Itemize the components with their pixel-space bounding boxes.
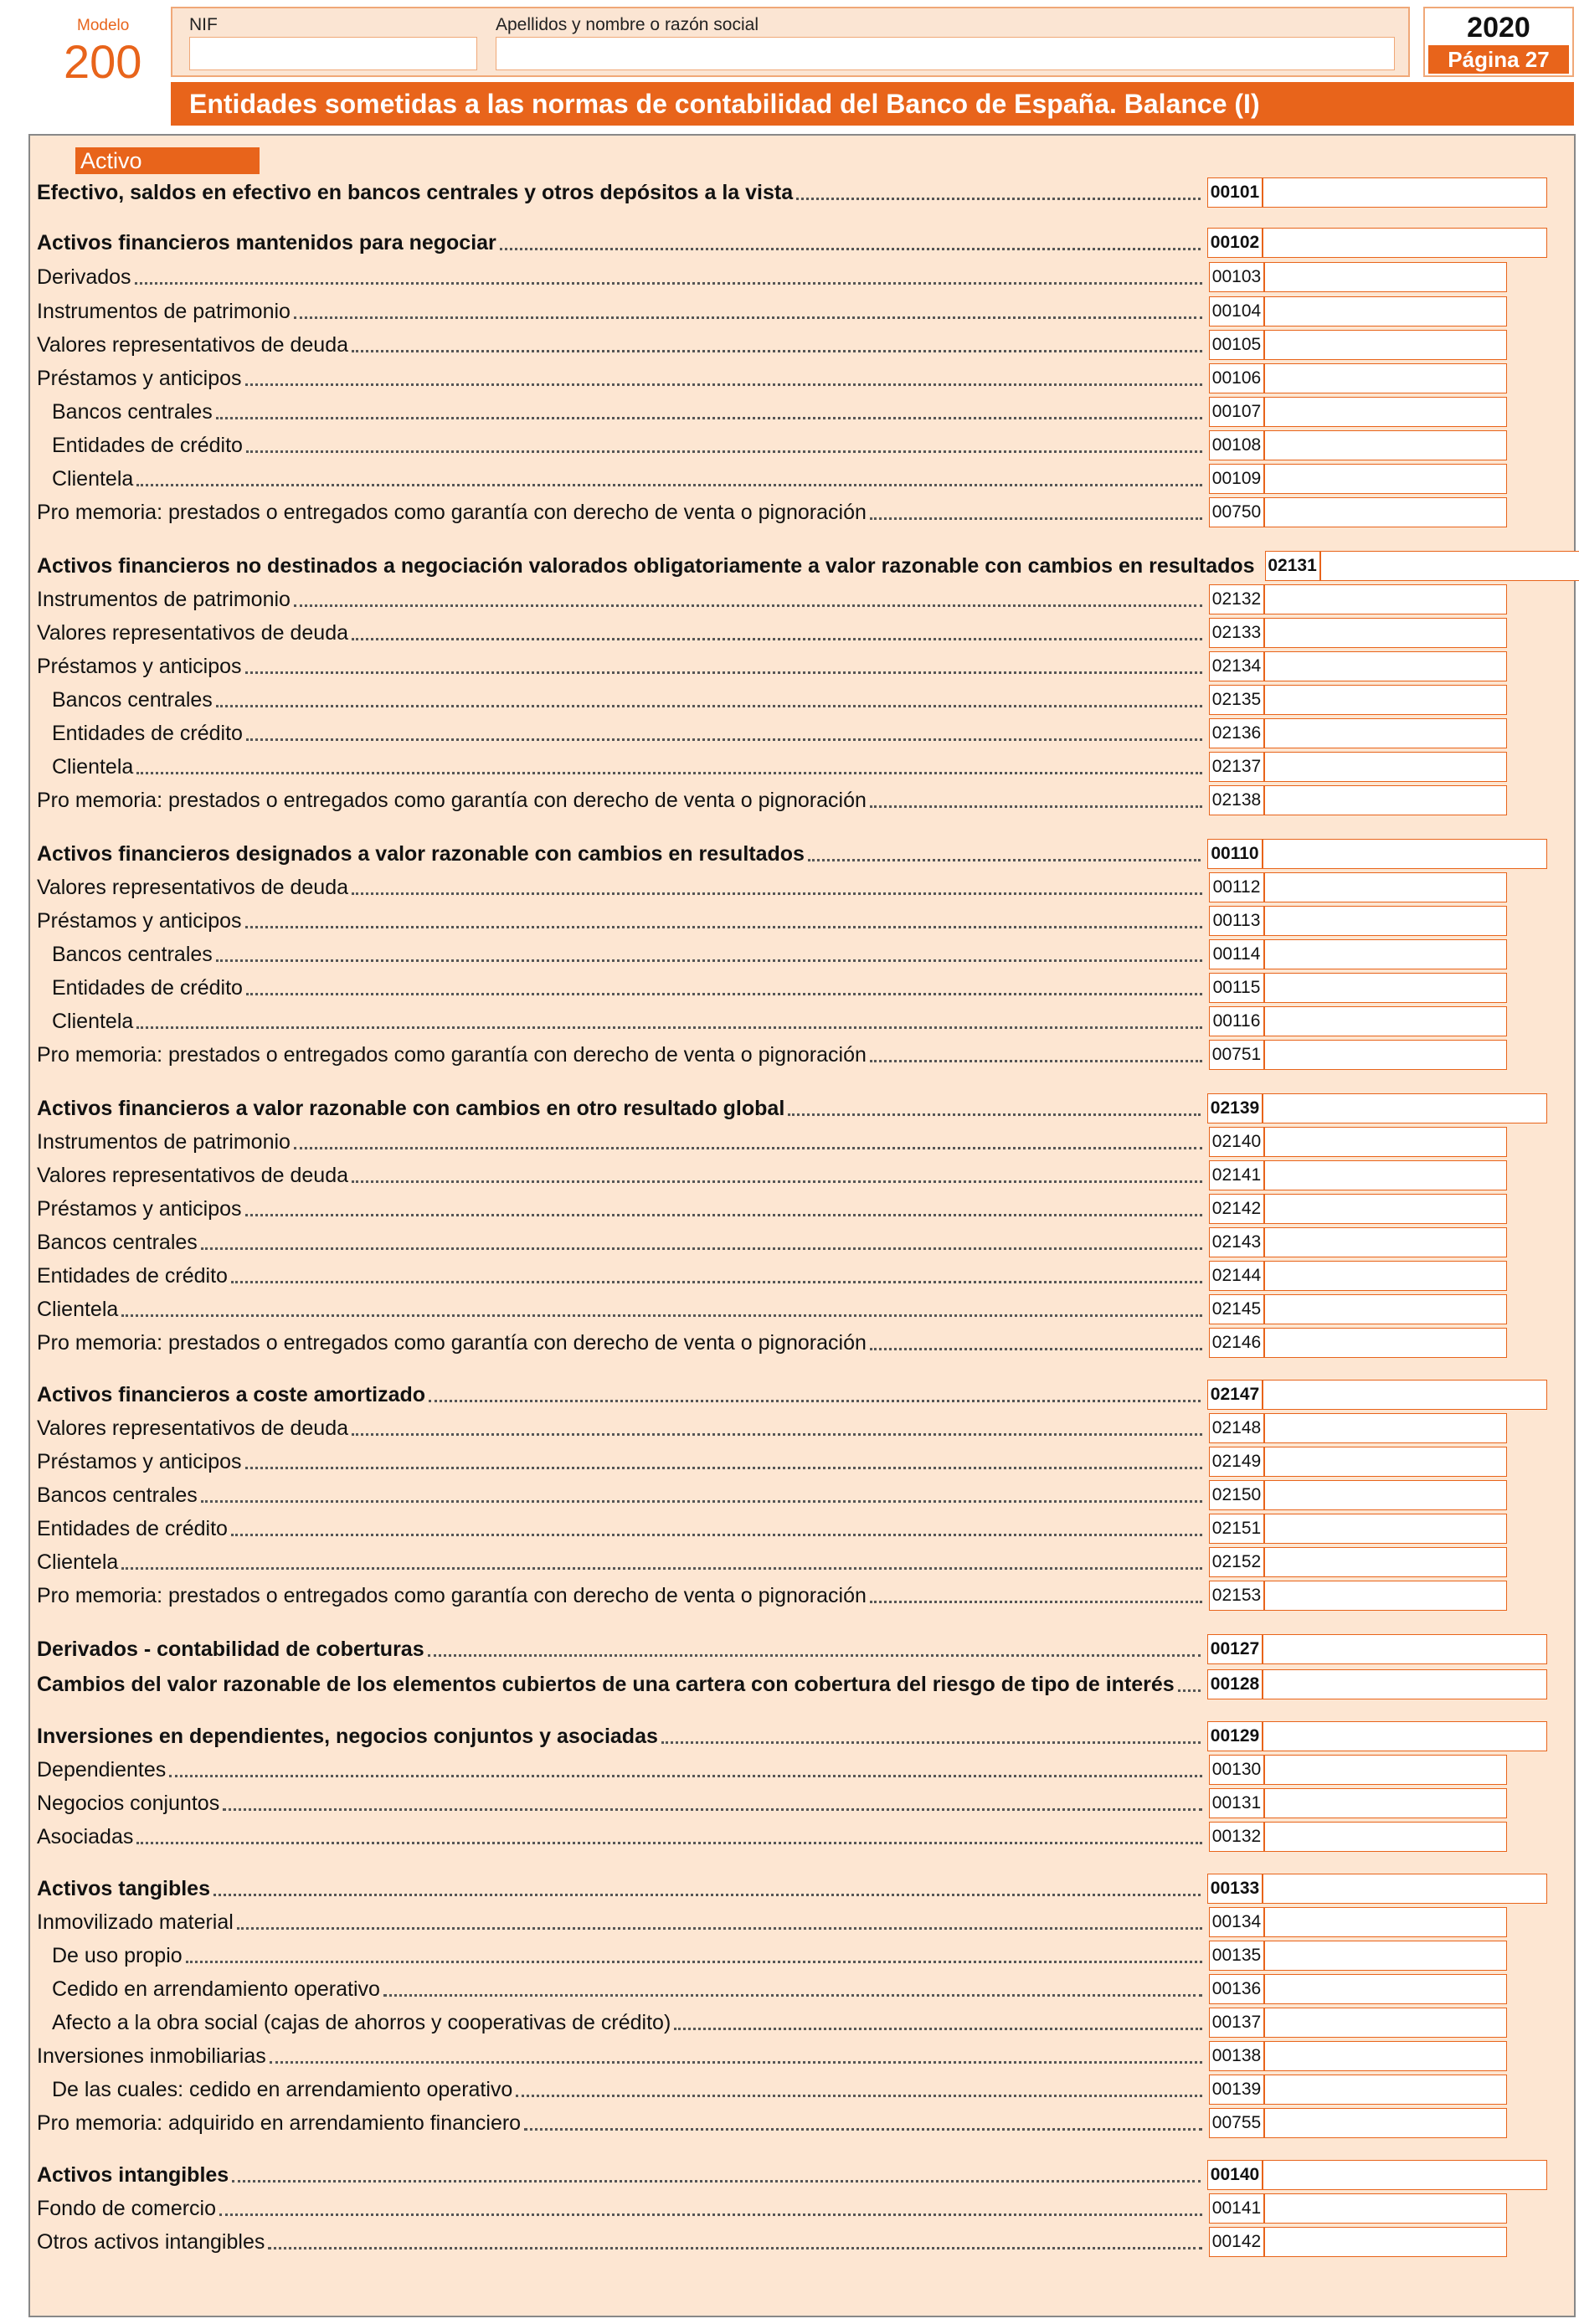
balance-row-02150: [37, 1480, 1507, 1510]
taxpayer-header-box: [171, 7, 1410, 77]
row-label: Préstamos y anticipos: [37, 908, 242, 933]
box-code: 02139: [1207, 1093, 1263, 1123]
balance-row-02151: [37, 1514, 1507, 1544]
amount-field-02137[interactable]: [1264, 752, 1507, 782]
row-label: Instrumentos de patrimonio: [37, 299, 291, 323]
row-label: Valores representativos de deuda: [37, 620, 348, 645]
dot-leader: [524, 2127, 1202, 2131]
amount-field-00130[interactable]: [1264, 1755, 1507, 1785]
dot-leader: [500, 247, 1201, 250]
balance-row-00133: [37, 1874, 1547, 1904]
amount-field-00102[interactable]: [1263, 228, 1547, 258]
dot-leader: [219, 2213, 1202, 2216]
balance-row-02142: [37, 1194, 1507, 1224]
balance-row-00108: [52, 430, 1507, 460]
box-code: 02148: [1209, 1413, 1264, 1443]
row-label: Derivados: [37, 265, 131, 289]
dot-leader: [383, 1993, 1202, 1997]
balance-row-00104: [37, 296, 1507, 326]
box-code: 00137: [1209, 2008, 1264, 2038]
balance-row-02138: [37, 785, 1507, 815]
row-label: Inversiones inmobiliarias: [37, 2044, 266, 2068]
amount-field-02147[interactable]: [1263, 1380, 1547, 1410]
box-code: 00141: [1209, 2193, 1264, 2224]
balance-row-02136: [52, 718, 1507, 748]
balance-row-00140: [37, 2160, 1547, 2190]
balance-row-00131: [37, 1788, 1507, 1818]
modelo-number: 200: [64, 35, 142, 88]
dot-leader: [245, 925, 1202, 928]
box-code: 02144: [1209, 1261, 1264, 1291]
balance-row-02152: [37, 1547, 1507, 1577]
amount-field-00142[interactable]: [1264, 2227, 1507, 2257]
dot-leader: [223, 1807, 1202, 1811]
balance-row-02143: [37, 1227, 1507, 1257]
row-label: Pro memoria: prestados o entregados como garantía con derecho de venta o pignoración: [37, 1583, 867, 1607]
box-code: 02141: [1209, 1160, 1264, 1190]
balance-row-02141: [37, 1160, 1507, 1190]
row-label: Pro memoria: prestados o entregados como garantía con derecho de venta o pignoración: [37, 500, 867, 524]
balance-row-00128: [37, 1669, 1547, 1699]
row-label: Préstamos y anticipos: [37, 654, 242, 678]
amount-field-02151[interactable]: [1264, 1514, 1507, 1544]
dot-leader: [136, 1026, 1202, 1029]
amount-field-00107[interactable]: [1264, 397, 1507, 427]
dot-leader: [352, 349, 1202, 352]
row-label: Activos financieros a valor razonable con cambios en otro resultado global: [37, 1096, 785, 1120]
row-label: Bancos centrales: [37, 1483, 198, 1507]
amount-field-00751[interactable]: [1264, 1040, 1507, 1070]
balance-row-00142: [37, 2227, 1507, 2257]
row-label: Bancos centrales: [52, 399, 213, 424]
dot-leader: [294, 1146, 1202, 1149]
balance-row-02145: [37, 1294, 1507, 1324]
balance-row-02132: [37, 584, 1507, 614]
balance-row-00115: [52, 973, 1507, 1003]
balance-row-00127: [37, 1634, 1547, 1664]
dot-leader: [294, 604, 1202, 607]
dot-leader: [268, 2246, 1202, 2249]
balance-row-02147: [37, 1380, 1547, 1410]
box-code: 00110: [1207, 839, 1263, 869]
name-field[interactable]: [496, 37, 1395, 70]
dot-leader: [516, 2094, 1202, 2097]
dot-leader: [201, 1499, 1202, 1503]
modelo-label: Modelo: [77, 17, 130, 34]
dot-leader: [231, 1533, 1202, 1536]
row-label: Valores representativos de deuda: [37, 332, 348, 357]
balance-row-02139: [37, 1093, 1547, 1123]
row-label: Activos financieros no destinados a negociación valorados obligatoriamente a valor razonable con cambios en resultados: [37, 553, 1255, 578]
dot-leader: [245, 383, 1202, 386]
balance-row-02137: [52, 752, 1507, 782]
dot-leader: [245, 671, 1202, 674]
row-label: Asociadas: [37, 1824, 134, 1848]
nif-label: NIF: [189, 15, 218, 34]
box-code: 00127: [1207, 1634, 1263, 1664]
box-code: 00140: [1207, 2160, 1263, 2190]
row-label: Activos tangibles: [37, 1876, 210, 1900]
amount-field-00104[interactable]: [1264, 296, 1507, 326]
box-code: 00114: [1209, 939, 1264, 969]
balance-row-00755: [37, 2108, 1507, 2138]
dot-leader: [216, 959, 1202, 962]
box-code: 00136: [1209, 1974, 1264, 2004]
row-label: Negocios conjuntos: [37, 1791, 220, 1815]
dot-leader: [121, 1314, 1202, 1317]
row-label: Entidades de crédito: [37, 1516, 228, 1540]
row-label: Bancos centrales: [37, 1230, 198, 1254]
row-label: Activos financieros designados a valor razonable con cambios en resultados: [37, 841, 805, 866]
balance-row-00109: [52, 464, 1507, 494]
amount-field-02145[interactable]: [1264, 1294, 1507, 1324]
box-code: 00115: [1209, 973, 1264, 1003]
amount-field-00138[interactable]: [1264, 2041, 1507, 2071]
row-label: Valores representativos de deuda: [37, 1416, 348, 1440]
amount-field-02134[interactable]: [1264, 651, 1507, 681]
balance-row-00106: [37, 363, 1507, 393]
row-label: De uso propio: [52, 1943, 183, 1967]
dot-leader: [352, 637, 1202, 640]
dot-leader: [169, 1774, 1202, 1777]
row-label: Clientela: [37, 1297, 119, 1321]
row-label: Otros activos intangibles: [37, 2229, 265, 2254]
balance-row-00105: [37, 330, 1507, 360]
dot-leader: [216, 416, 1202, 419]
form-title: Entidades sometidas a las normas de contabilidad del Banco de España. Balance (I): [171, 82, 1574, 126]
name-label: Apellidos y nombre o razón social: [496, 15, 759, 34]
amount-field-00108[interactable]: [1264, 430, 1507, 460]
row-label: Cedido en arrendamiento operativo: [52, 1977, 380, 2001]
box-code: 00132: [1209, 1822, 1264, 1852]
box-code: 00751: [1209, 1040, 1264, 1070]
balance-row-00129: [37, 1721, 1547, 1751]
amount-field-02150[interactable]: [1264, 1480, 1507, 1510]
row-label: Entidades de crédito: [52, 433, 243, 457]
balance-row-00130: [37, 1755, 1507, 1785]
balance-row-00135: [52, 1941, 1507, 1971]
amount-field-02136[interactable]: [1264, 718, 1507, 748]
amount-field-02153[interactable]: [1264, 1581, 1507, 1611]
dot-leader: [661, 1740, 1201, 1744]
box-code: 00750: [1209, 497, 1264, 527]
balance-row-02140: [37, 1127, 1507, 1157]
page-label: Página 27: [1428, 45, 1569, 74]
balance-row-02133: [37, 618, 1507, 648]
box-code: 00109: [1209, 464, 1264, 494]
row-label: Valores representativos de deuda: [37, 875, 348, 899]
amount-field-00103[interactable]: [1264, 262, 1507, 292]
amount-field-00113[interactable]: [1264, 906, 1507, 936]
nif-field[interactable]: [189, 37, 477, 70]
balance-row-02146: [37, 1328, 1507, 1358]
balance-row-00134: [37, 1907, 1507, 1937]
balance-row-02134: [37, 651, 1507, 681]
amount-field-02133[interactable]: [1264, 618, 1507, 648]
amount-field-02138[interactable]: [1264, 785, 1507, 815]
box-code: 02153: [1209, 1581, 1264, 1611]
box-code: 00104: [1209, 296, 1264, 326]
balance-row-00138: [37, 2041, 1507, 2071]
balance-row-00114: [52, 939, 1507, 969]
dot-leader: [246, 738, 1202, 741]
dot-leader: [808, 858, 1201, 861]
amount-field-00750[interactable]: [1264, 497, 1507, 527]
row-label: Activos financieros a coste amortizado: [37, 1382, 426, 1406]
row-label: Afecto a la obra social (cajas de ahorros y cooperativas de crédito): [52, 2010, 671, 2034]
dot-leader: [429, 1399, 1201, 1402]
amount-field-02142[interactable]: [1264, 1194, 1507, 1224]
balance-row-00101: [37, 177, 1547, 208]
balance-row-00107: [52, 397, 1507, 427]
row-label: Dependientes: [37, 1757, 167, 1782]
amount-field-00755[interactable]: [1264, 2108, 1507, 2138]
row-label: Entidades de crédito: [52, 975, 243, 1000]
row-label: Pro memoria: prestados o entregados como garantía con derecho de venta o pignoración: [37, 1330, 867, 1355]
row-label: Pro memoria: prestados o entregados como garantía con derecho de venta o pignoración: [37, 1042, 867, 1067]
box-code: 02134: [1209, 651, 1264, 681]
box-code: 00101: [1207, 177, 1263, 208]
box-code: 00133: [1207, 1874, 1263, 1904]
amount-field-00106[interactable]: [1264, 363, 1507, 393]
box-code: 02131: [1265, 551, 1320, 581]
amount-field-00135[interactable]: [1264, 1941, 1507, 1971]
amount-field-00137[interactable]: [1264, 2008, 1507, 2038]
dot-leader: [121, 1566, 1202, 1570]
year-box: [1423, 7, 1574, 77]
box-code: 02150: [1209, 1480, 1264, 1510]
balance-row-00141: [37, 2193, 1507, 2224]
amount-field-00127[interactable]: [1263, 1634, 1547, 1664]
box-code: 00139: [1209, 2075, 1264, 2105]
amount-field-00139[interactable]: [1264, 2075, 1507, 2105]
balance-row-00102: [37, 228, 1547, 258]
row-label: Efectivo, saldos en efectivo en bancos centrales y otros depósitos a la vista: [37, 180, 794, 204]
box-code: 00105: [1209, 330, 1264, 360]
amount-field-02143[interactable]: [1264, 1227, 1507, 1257]
dot-leader: [231, 1280, 1202, 1283]
dot-leader: [796, 197, 1201, 200]
dot-leader: [352, 1180, 1202, 1183]
row-label: Bancos centrales: [52, 942, 213, 966]
amount-field-02146[interactable]: [1264, 1328, 1507, 1358]
dot-leader: [213, 1893, 1201, 1896]
row-label: Derivados - contabilidad de coberturas: [37, 1637, 424, 1661]
box-code: 00128: [1207, 1669, 1263, 1699]
box-code: 00130: [1209, 1755, 1264, 1785]
dot-leader: [186, 1960, 1202, 1963]
balance-row-00751: [37, 1040, 1507, 1070]
balance-row-02148: [37, 1413, 1507, 1443]
amount-field-00132[interactable]: [1264, 1822, 1507, 1852]
amount-field-02141[interactable]: [1264, 1160, 1507, 1190]
dot-leader: [870, 517, 1202, 520]
balance-row-00139: [52, 2075, 1507, 2105]
balance-row-02135: [52, 685, 1507, 715]
balance-row-00110: [37, 839, 1547, 869]
box-code: 00108: [1209, 430, 1264, 460]
row-label: Valores representativos de deuda: [37, 1163, 348, 1187]
box-code: 00129: [1207, 1721, 1263, 1751]
box-code: 02136: [1209, 718, 1264, 748]
box-code: 02133: [1209, 618, 1264, 648]
dot-leader: [136, 771, 1202, 774]
dot-leader: [674, 2027, 1202, 2030]
dot-leader: [201, 1247, 1202, 1250]
amount-field-00115[interactable]: [1264, 973, 1507, 1003]
dot-leader: [135, 281, 1202, 285]
amount-field-00134[interactable]: [1264, 1907, 1507, 1937]
row-label: Clientela: [37, 1550, 119, 1574]
dot-leader: [870, 805, 1202, 808]
box-code: 02140: [1209, 1127, 1264, 1157]
dot-leader: [428, 1653, 1201, 1657]
section-tab-activo: Activo: [75, 147, 260, 174]
box-code: 00112: [1209, 872, 1264, 902]
balance-row-00136: [52, 1974, 1507, 2004]
balance-row-02153: [37, 1581, 1507, 1611]
box-code: 02145: [1209, 1294, 1264, 1324]
row-label: Clientela: [52, 754, 134, 779]
dot-leader: [294, 316, 1202, 319]
box-code: 00135: [1209, 1941, 1264, 1971]
box-code: 00755: [1209, 2108, 1264, 2138]
amount-field-00140[interactable]: [1263, 2160, 1547, 2190]
dot-leader: [216, 704, 1202, 707]
dot-leader: [136, 1841, 1202, 1844]
dot-leader: [870, 1600, 1202, 1603]
row-label: Fondo de comercio: [37, 2196, 217, 2220]
dot-leader: [352, 1432, 1202, 1436]
balance-row-02131: [37, 551, 1547, 581]
amount-field-00129[interactable]: [1263, 1721, 1547, 1751]
amount-field-02144[interactable]: [1264, 1261, 1507, 1291]
box-code: 02142: [1209, 1194, 1264, 1224]
dot-leader: [870, 1347, 1202, 1350]
dot-leader: [232, 2179, 1201, 2183]
amount-field-00105[interactable]: [1264, 330, 1507, 360]
amount-field-00141[interactable]: [1264, 2193, 1507, 2224]
amount-field-02152[interactable]: [1264, 1547, 1507, 1577]
amount-field-02139[interactable]: [1263, 1093, 1547, 1123]
dot-leader: [245, 1213, 1202, 1216]
dot-leader: [1178, 1689, 1201, 1692]
amount-field-00110[interactable]: [1263, 839, 1547, 869]
balance-row-00112: [37, 872, 1507, 902]
amount-field-00136[interactable]: [1264, 1974, 1507, 2004]
dot-leader: [136, 483, 1202, 486]
dot-leader: [245, 1466, 1202, 1469]
box-code: 00138: [1209, 2041, 1264, 2071]
row-label: Inversiones en dependientes, negocios conjuntos y asociadas: [37, 1724, 658, 1748]
amount-field-00128[interactable]: [1263, 1669, 1547, 1699]
row-label: De las cuales: cedido en arrendamiento operativo: [52, 2077, 513, 2101]
row-label: Préstamos y anticipos: [37, 366, 242, 390]
dot-leader: [788, 1113, 1201, 1116]
balance-row-02144: [37, 1261, 1507, 1291]
box-code: 02151: [1209, 1514, 1264, 1544]
row-label: Inmovilizado material: [37, 1910, 234, 1934]
row-label: Instrumentos de patrimonio: [37, 1129, 291, 1154]
box-code: 00116: [1209, 1006, 1264, 1036]
dot-leader: [352, 892, 1202, 895]
amount-field-02149[interactable]: [1264, 1447, 1507, 1477]
amount-field-02132[interactable]: [1264, 584, 1507, 614]
box-code: 02149: [1209, 1447, 1264, 1477]
balance-row-00103: [37, 262, 1507, 292]
row-label: Cambios del valor razonable de los elementos cubiertos de una cartera con cobertura del riesgo de tipo de interés: [37, 1672, 1175, 1696]
box-code: 02143: [1209, 1227, 1264, 1257]
amount-field-02148[interactable]: [1264, 1413, 1507, 1443]
balance-row-00113: [37, 906, 1507, 936]
dot-leader: [270, 2060, 1202, 2064]
amount-field-00109[interactable]: [1264, 464, 1507, 494]
box-code: 00102: [1207, 228, 1263, 258]
amount-field-00133[interactable]: [1263, 1874, 1547, 1904]
box-code: 02135: [1209, 685, 1264, 715]
balance-row-00132: [37, 1822, 1507, 1852]
box-code: 02147: [1207, 1380, 1263, 1410]
amount-field-02140[interactable]: [1264, 1127, 1507, 1157]
amount-field-00116[interactable]: [1264, 1006, 1507, 1036]
balance-row-02149: [37, 1447, 1507, 1477]
balance-row-00137: [52, 2008, 1507, 2038]
row-label: Activos intangibles: [37, 2162, 229, 2187]
box-code: 00113: [1209, 906, 1264, 936]
box-code: 02137: [1209, 752, 1264, 782]
box-code: 02138: [1209, 785, 1264, 815]
amount-field-00112[interactable]: [1264, 872, 1507, 902]
dot-leader: [237, 1926, 1202, 1930]
box-code: 02132: [1209, 584, 1264, 614]
row-label: Entidades de crédito: [37, 1263, 228, 1288]
row-label: Préstamos y anticipos: [37, 1196, 242, 1221]
box-code: 00131: [1209, 1788, 1264, 1818]
amount-field-00114[interactable]: [1264, 939, 1507, 969]
row-label: Bancos centrales: [52, 687, 213, 712]
row-label: Pro memoria: adquirido en arrendamiento financiero: [37, 2111, 522, 2135]
row-label: Activos financieros mantenidos para negociar: [37, 230, 496, 255]
year-label: 2020: [1467, 12, 1530, 44]
row-label: Instrumentos de patrimonio: [37, 587, 291, 611]
amount-field-02135[interactable]: [1264, 685, 1507, 715]
balance-row-00116: [52, 1006, 1507, 1036]
box-code: 00106: [1209, 363, 1264, 393]
box-code: 02146: [1209, 1328, 1264, 1358]
box-code: 00142: [1209, 2227, 1264, 2257]
row-label: Clientela: [52, 466, 134, 491]
row-label: Pro memoria: prestados o entregados como garantía con derecho de venta o pignoración: [37, 788, 867, 812]
amount-field-00131[interactable]: [1264, 1788, 1507, 1818]
balance-row-00750: [37, 497, 1507, 527]
dot-leader: [246, 450, 1202, 453]
amount-field-02131[interactable]: [1320, 551, 1579, 581]
row-label: Clientela: [52, 1009, 134, 1033]
dot-leader: [870, 1059, 1202, 1062]
box-code: 00103: [1209, 262, 1264, 292]
box-code: 02152: [1209, 1547, 1264, 1577]
row-label: Entidades de crédito: [52, 721, 243, 745]
dot-leader: [246, 992, 1202, 995]
row-label: Préstamos y anticipos: [37, 1449, 242, 1473]
amount-field-00101[interactable]: [1263, 177, 1547, 208]
box-code: 00107: [1209, 397, 1264, 427]
box-code: 00134: [1209, 1907, 1264, 1937]
